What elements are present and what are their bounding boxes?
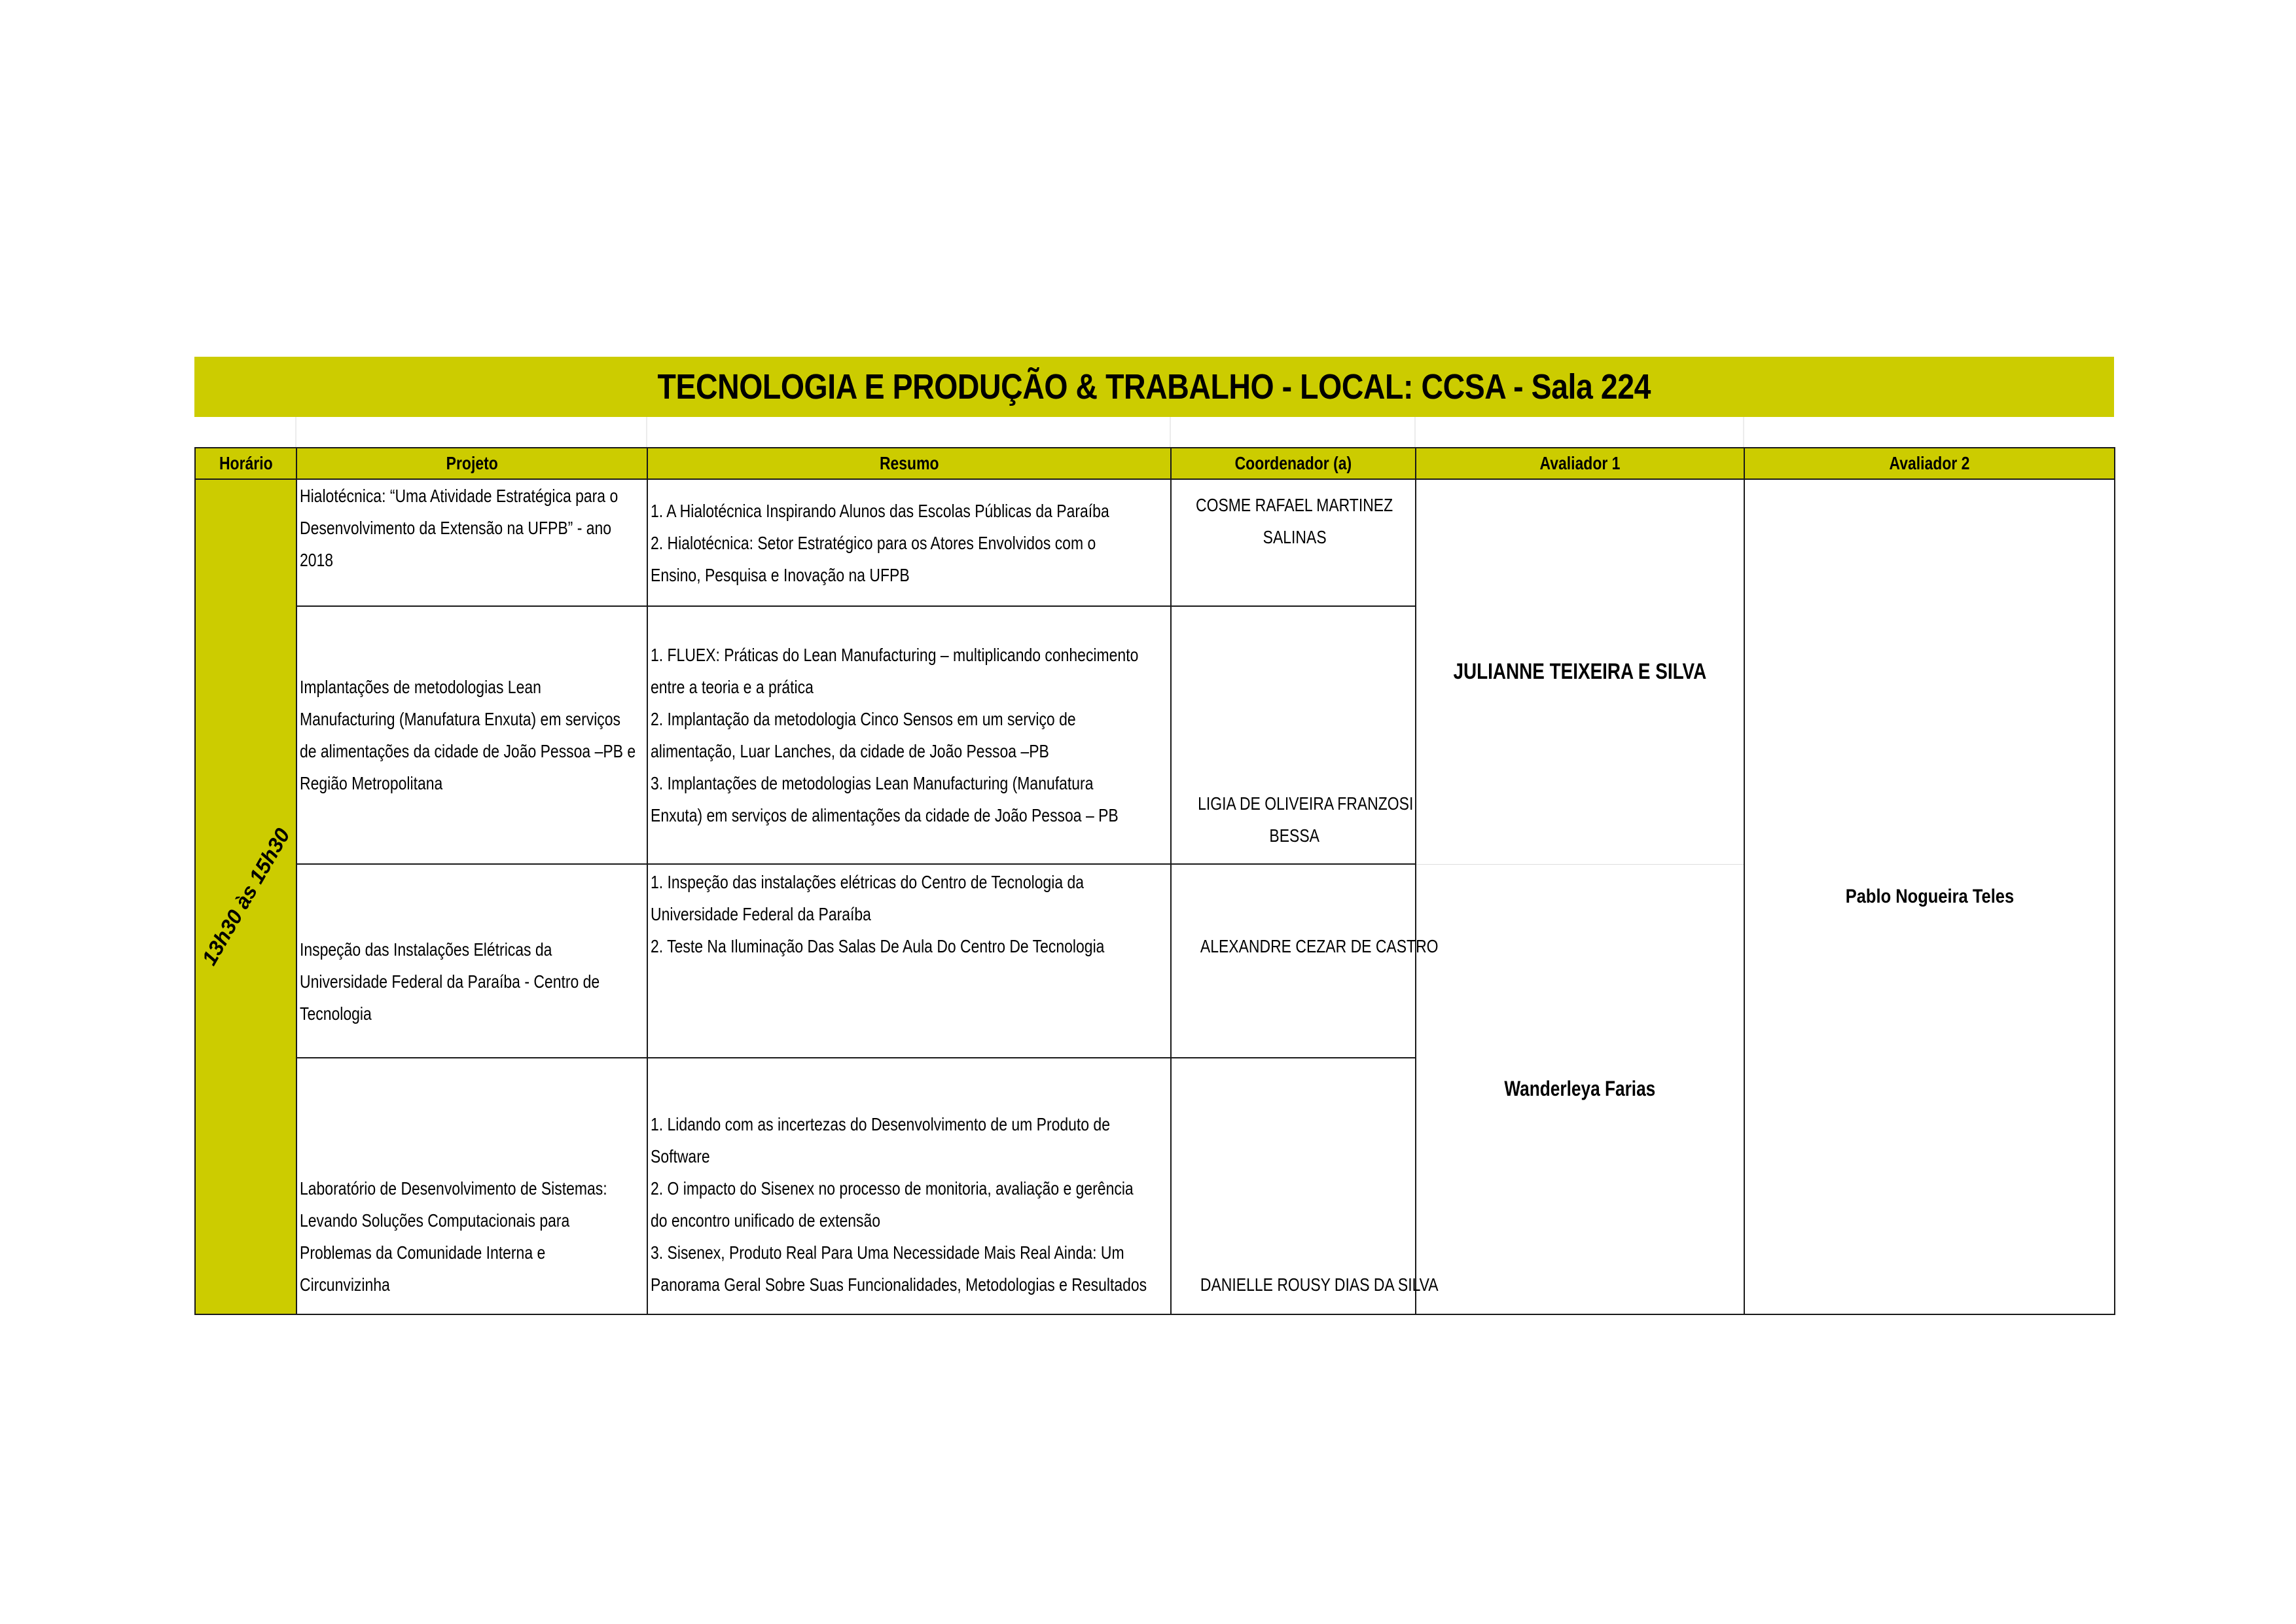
resumo-cell: 1. A Hialotécnica Inspirando Alunos das Escolas Públicas da Paraíba 2. Hialotécnica: Setor Estratégico para os Atores Envolvidos com o Ensino, Pesquisa e Inovação na UFPB xyxy=(647,479,1171,606)
coordenador-cell: ALEXANDRE CEZAR DE CASTRO xyxy=(1171,864,1416,1058)
session-title xyxy=(194,357,2114,417)
projeto-cell: Hialotécnica: “Uma Atividade Estratégica para o Desenvolvimento da Extensão na UFPB” - ano 2018 xyxy=(296,479,647,606)
session-title-text: TECNOLOGIA E PRODUÇÃO & TRABALHO - LOCAL: CCSA - Sala 224 xyxy=(657,367,1651,406)
projeto-cell: Implantações de metodologias Lean Manufacturing (Manufatura Enxuta) em serviços de alimentações da cidade de João Pessoa –PB e Região Metropolitana xyxy=(296,606,647,864)
schedule-table xyxy=(194,447,2115,1315)
avaliador2-name: Pablo Nogueira Teles xyxy=(1845,886,2014,907)
avaliador1-name-a: JULIANNE TEIXEIRA E SILVA xyxy=(1453,659,1707,684)
coordenador-cell: DANIELLE ROUSY DIAS DA SILVA xyxy=(1171,1058,1416,1314)
resumo-cell: 1. Lidando com as incertezas do Desenvolvimento de um Produto de Software 2. O impacto do Sisenex no processo de monitoria, avaliação e gerência do encontro unificado de extensão 3. Sisenex, Produto Real Para Uma Necessidade Mais Real Ainda: Um Panorama Geral Sobre Suas Funcionalidades, Metodologias e Resultados xyxy=(647,1058,1171,1314)
table-row xyxy=(195,479,2115,606)
header-coordenador: Coordenador (a) xyxy=(1171,448,1416,479)
coordenador-cell: COSME RAFAEL MARTINEZ SALINAS xyxy=(1171,479,1416,606)
header-row xyxy=(195,448,2115,479)
avaliador1-cell-b xyxy=(1416,864,1744,1314)
header-avaliador2: Avaliador 2 xyxy=(1744,448,2115,479)
horario-cell xyxy=(195,479,296,1314)
header-resumo: Resumo xyxy=(647,448,1171,479)
horario-text: 13h30 às 15h30 xyxy=(196,824,295,969)
coordenador-cell: LIGIA DE OLIVEIRA FRANZOSI BESSA xyxy=(1171,606,1416,864)
schedule-sheet xyxy=(194,357,2114,1315)
projeto-cell: Inspeção das Instalações Elétricas da Universidade Federal da Paraíba - Centro de Tecnologia xyxy=(296,864,647,1058)
avaliador2-cell xyxy=(1744,479,2115,1314)
avaliador1-name-b: Wanderleya Farias xyxy=(1504,1077,1656,1101)
spacer-row xyxy=(194,417,2114,447)
header-horario: Horário xyxy=(195,448,296,479)
header-projeto: Projeto xyxy=(296,448,647,479)
avaliador1-cell-a xyxy=(1416,479,1744,864)
resumo-cell: 1. Inspeção das instalações elétricas do Centro de Tecnologia da Universidade Federal da Paraíba 2. Teste Na Iluminação Das Salas De Aula Do Centro De Tecnologia xyxy=(647,864,1171,1058)
resumo-cell: 1. FLUEX: Práticas do Lean Manufacturing – multiplicando conhecimento entre a teoria e a prática 2. Implantação da metodologia Cinco Sensos em um serviço de alimentação, Luar Lanches, da cidade de João Pessoa –PB 3. Implantações de metodologias Lean Manufacturing (Manufatura Enxuta) em serviços de alimentações da cidade de João Pessoa – PB xyxy=(647,606,1171,864)
header-avaliador1: Avaliador 1 xyxy=(1416,448,1744,479)
projeto-cell: Laboratório de Desenvolvimento de Sistemas: Levando Soluções Computacionais para Problemas da Comunidade Interna e Circunvizinha xyxy=(296,1058,647,1314)
